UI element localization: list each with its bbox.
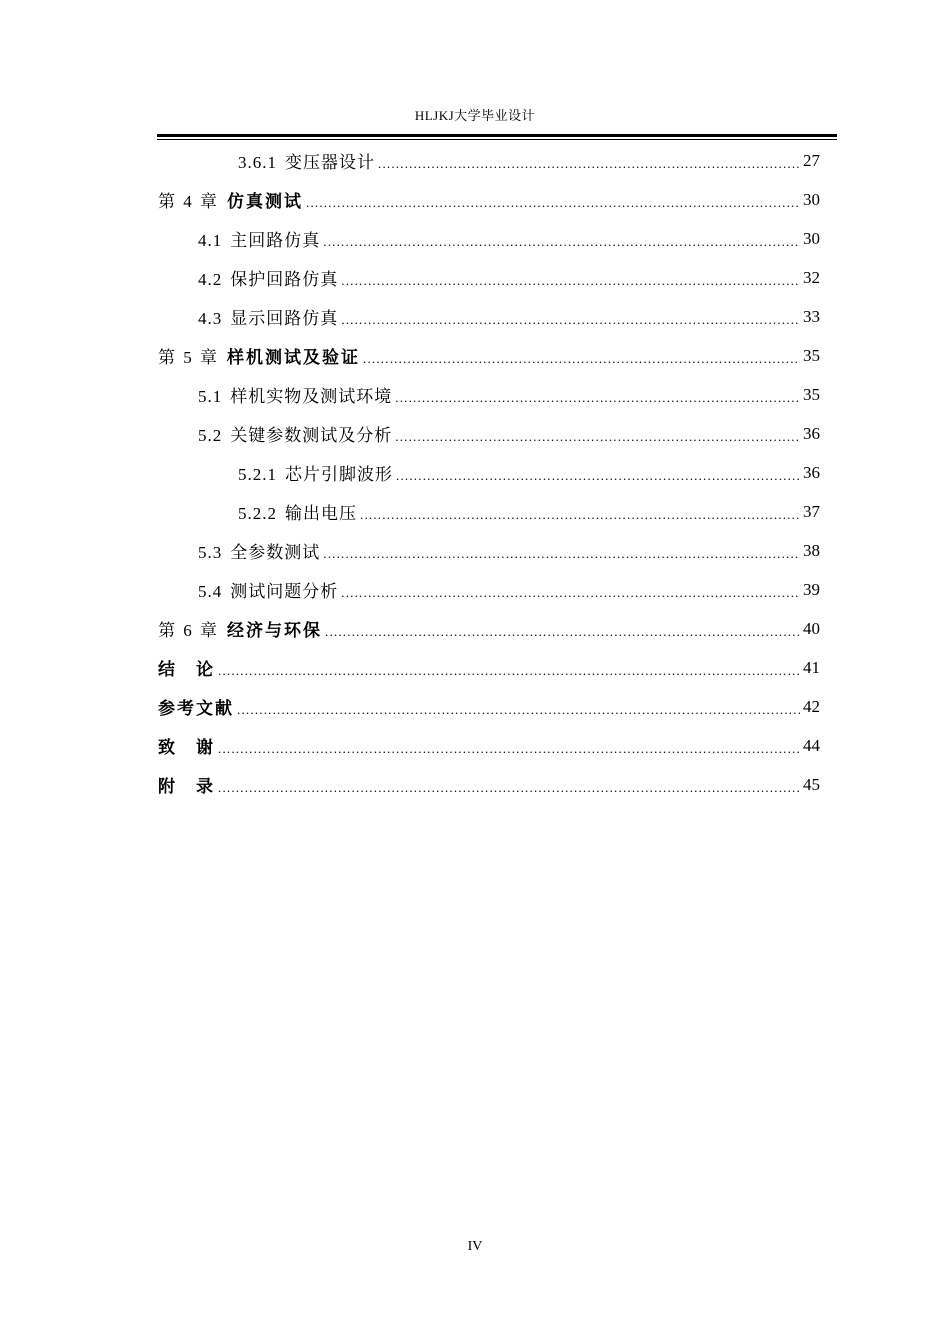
toc-entry-title: 主回路仿真 xyxy=(230,231,321,250)
toc-entry[interactable] xyxy=(198,258,820,297)
toc-entry-page: 44 xyxy=(803,735,820,755)
toc-entry-title: 样机实物及测试环境 xyxy=(230,387,393,406)
toc-entry-page: 32 xyxy=(803,267,820,287)
toc-entry-page: 36 xyxy=(803,462,820,482)
toc-entry-label xyxy=(198,421,392,446)
toc-entry-number: 第 6 章 xyxy=(158,621,219,640)
toc-entry[interactable] xyxy=(198,219,820,258)
toc-entry-number: 5.4 xyxy=(198,582,223,601)
toc-entry-number: 4.3 xyxy=(198,309,223,328)
toc-entry-title: 样机测试及验证 xyxy=(227,348,360,368)
toc-entry-label xyxy=(158,616,322,641)
toc-dot-leader xyxy=(395,391,800,414)
toc-entry-title: 致 谢 xyxy=(158,738,215,758)
toc-dot-leader xyxy=(218,664,800,687)
toc-entry[interactable] xyxy=(198,297,820,336)
toc-dot-leader xyxy=(341,274,800,297)
toc-dot-leader xyxy=(363,352,800,375)
toc-entry[interactable] xyxy=(158,648,820,687)
toc-entry-page: 39 xyxy=(803,579,820,599)
toc-entry-page: 40 xyxy=(803,618,820,638)
toc-entry-number: 3.6.1 xyxy=(238,153,277,172)
toc-dot-leader xyxy=(341,586,800,609)
toc-entry[interactable] xyxy=(238,492,820,531)
toc-entry-number: 5.2 xyxy=(198,426,223,445)
toc-dot-leader xyxy=(306,196,800,219)
toc-dot-leader xyxy=(395,430,800,453)
page-number: IV xyxy=(467,1239,483,1254)
toc-dot-leader xyxy=(218,781,800,804)
toc-entry-number: 4.2 xyxy=(198,270,223,289)
toc-dot-leader xyxy=(341,313,800,336)
toc-entry-title: 经济与环保 xyxy=(227,621,322,641)
toc-entry[interactable] xyxy=(198,414,820,453)
toc-entry-number: 5.1 xyxy=(198,387,223,406)
toc-entry-page: 45 xyxy=(803,774,820,794)
toc-dot-leader xyxy=(360,508,800,531)
header-rule-thin xyxy=(157,139,837,140)
toc-entry-page: 38 xyxy=(803,540,820,560)
toc-dot-leader xyxy=(237,703,800,726)
toc-entry-label xyxy=(238,460,393,485)
toc-entry-label xyxy=(238,148,375,173)
toc-entry-label xyxy=(158,772,215,797)
toc-entry[interactable] xyxy=(158,180,820,219)
toc-entry-label xyxy=(198,304,338,329)
toc-entry-label xyxy=(158,187,303,212)
toc-entry[interactable] xyxy=(158,336,820,375)
toc-entry-title: 测试问题分析 xyxy=(230,582,339,601)
toc-entry-number: 第 5 章 xyxy=(158,348,219,367)
toc-entry-title: 显示回路仿真 xyxy=(230,309,339,328)
toc-entry-title: 附 录 xyxy=(158,777,215,797)
toc-entry-page: 42 xyxy=(803,696,820,716)
toc-entry-number: 第 4 章 xyxy=(158,192,219,211)
toc-entry-title: 结 论 xyxy=(158,660,215,680)
toc-entry-title: 关键参数测试及分析 xyxy=(230,426,393,445)
toc-entry[interactable] xyxy=(158,765,820,804)
toc-entry[interactable] xyxy=(198,570,820,609)
toc-entry-title: 保护回路仿真 xyxy=(230,270,339,289)
toc-entry-page: 30 xyxy=(803,228,820,248)
toc-entry-label xyxy=(158,694,234,719)
toc-entry-page: 27 xyxy=(803,150,820,170)
toc-dot-leader xyxy=(396,469,800,492)
toc-entry-label xyxy=(198,577,338,602)
toc-entry-number: 4.1 xyxy=(198,231,223,250)
toc-entry-label xyxy=(198,265,338,290)
toc-entry-number: 5.2.2 xyxy=(238,504,277,523)
toc-dot-leader xyxy=(218,742,800,765)
toc-entry-title: 全参数测试 xyxy=(230,543,321,562)
toc-entry-page: 33 xyxy=(803,306,820,326)
toc-entry[interactable] xyxy=(158,726,820,765)
toc-entry[interactable] xyxy=(238,141,820,180)
toc-entry[interactable] xyxy=(238,453,820,492)
toc-entry-label xyxy=(158,343,360,368)
toc-entry[interactable] xyxy=(198,375,820,414)
header-rule-thick xyxy=(157,134,837,137)
toc-entry-label xyxy=(198,226,320,251)
toc-entry-label xyxy=(158,655,215,680)
toc-entry-number: 5.2.1 xyxy=(238,465,277,484)
toc-dot-leader xyxy=(323,235,800,258)
toc-entry-page: 35 xyxy=(803,384,820,404)
toc-entry-page: 30 xyxy=(803,189,820,209)
toc-entry-page: 35 xyxy=(803,345,820,365)
toc-entry[interactable] xyxy=(158,609,820,648)
page-header: HLJKJ大学毕业设计 xyxy=(414,108,536,123)
toc-entry[interactable] xyxy=(198,531,820,570)
toc-entry-page: 37 xyxy=(803,501,820,521)
toc-dot-leader xyxy=(325,625,800,648)
toc-entry-page: 36 xyxy=(803,423,820,443)
toc-entry-number: 5.3 xyxy=(198,543,223,562)
toc-entry-page: 41 xyxy=(803,657,820,677)
toc-entry-title: 输出电压 xyxy=(285,504,357,523)
toc-dot-leader xyxy=(378,157,800,180)
toc-entry-label xyxy=(238,499,357,524)
toc-entry-title: 参考文献 xyxy=(158,699,234,719)
toc-entry-label xyxy=(198,382,392,407)
toc-entry[interactable] xyxy=(158,687,820,726)
toc-entry-title: 变压器设计 xyxy=(285,153,375,172)
toc-entry-title: 芯片引脚波形 xyxy=(285,465,393,484)
toc-entry-label xyxy=(158,733,215,758)
toc-entry-title: 仿真测试 xyxy=(227,192,303,212)
toc-entry-label xyxy=(198,538,320,563)
toc-dot-leader xyxy=(323,547,800,570)
